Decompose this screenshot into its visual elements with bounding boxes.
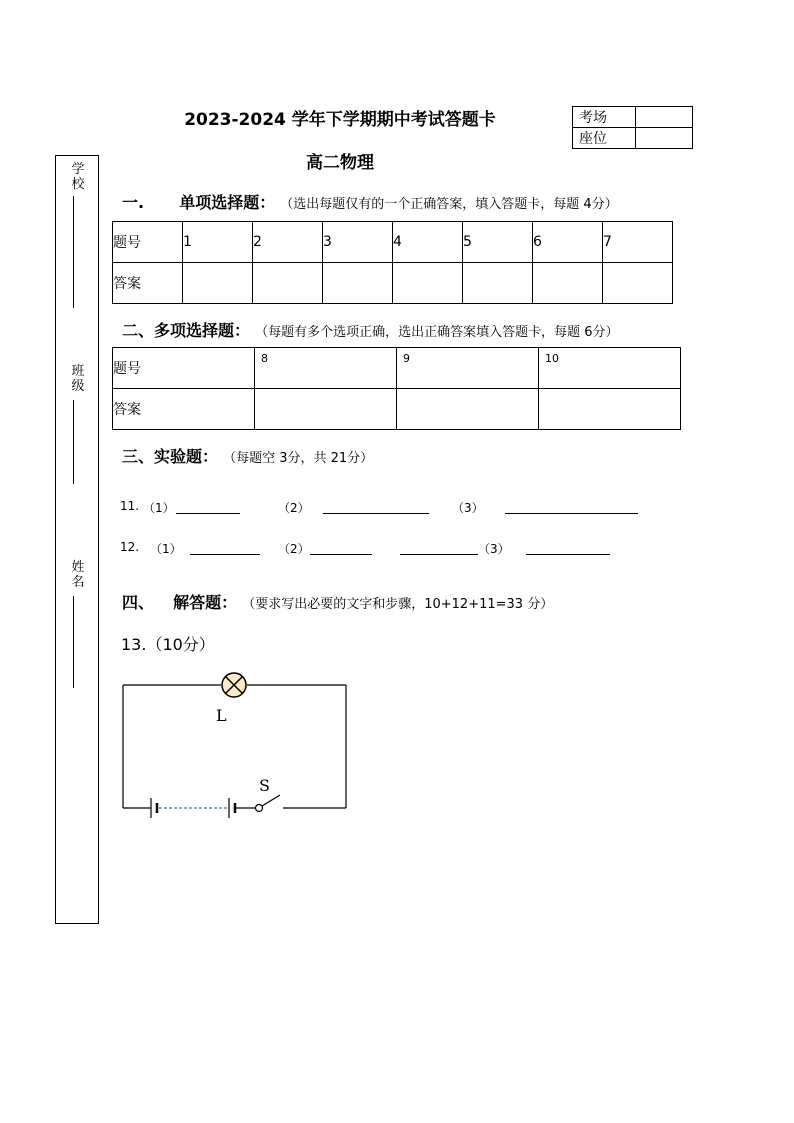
single-choice-answer-7[interactable] xyxy=(603,263,673,304)
single-choice-answer-3[interactable] xyxy=(323,263,393,304)
switch-icon xyxy=(256,795,281,812)
section4-header xyxy=(122,590,553,613)
seat-label: 座位 xyxy=(573,128,636,149)
school-label xyxy=(56,162,100,192)
section1-number: 一. xyxy=(122,193,145,212)
name-label-text: 姓名 xyxy=(71,560,85,590)
single-choice-q2: 2 xyxy=(253,222,323,263)
class-field-line[interactable] xyxy=(73,400,74,484)
switch-label: S xyxy=(259,776,270,795)
q12-part2-blank-a[interactable] xyxy=(310,554,372,555)
class-label-text: 班级 xyxy=(71,364,85,394)
q11-part3-label: （3） xyxy=(452,501,484,515)
school-field-line[interactable] xyxy=(73,196,74,308)
q11-part1-label: （1） xyxy=(143,501,175,515)
q13-label: 13.（10分） xyxy=(121,635,215,654)
page-subtitle: 高二物理 xyxy=(306,153,374,173)
single-choice-q5: 5 xyxy=(463,222,533,263)
multiple-choice-question-label: 题号 xyxy=(113,348,255,389)
page-title: 2023-2024 学年下学期期中考试答题卡 xyxy=(184,110,496,130)
q11-part2-blank[interactable] xyxy=(323,513,429,514)
q11-part2-label: （2） xyxy=(278,501,310,515)
single-choice-q1: 1 xyxy=(183,222,253,263)
exam-room-label: 考场 xyxy=(573,107,636,128)
single-choice-answer-5[interactable] xyxy=(463,263,533,304)
battery-cell-left-icon xyxy=(151,798,157,818)
multiple-choice-answer-9[interactable] xyxy=(397,389,539,430)
multiple-choice-q9: 9 xyxy=(397,348,539,389)
q11-number: 11. xyxy=(120,499,140,513)
section2-header xyxy=(122,318,619,341)
section3-heading: 三、实验题： xyxy=(122,447,219,466)
battery-cell-right-icon xyxy=(229,798,235,818)
section2-note: （每题有多个选项正确，选出正确答案填入答题卡，每题 6分） xyxy=(255,325,619,340)
section2-heading: 二、多项选择题： xyxy=(122,321,251,340)
exam-room-field[interactable] xyxy=(636,107,693,128)
single-choice-q4: 4 xyxy=(393,222,463,263)
single-choice-question-label: 题号 xyxy=(113,222,183,263)
student-info-sidebar xyxy=(55,155,99,924)
single-choice-answer-2[interactable] xyxy=(253,263,323,304)
q11-part1-blank[interactable] xyxy=(176,513,240,514)
q12-part2-label: （2） xyxy=(278,542,310,556)
q12-part1-label: （1） xyxy=(150,542,182,556)
section4-heading: 解答题： xyxy=(173,593,238,612)
exam-info-table xyxy=(572,106,693,149)
q12-part3-label: （3） xyxy=(478,542,510,556)
single-choice-answer-1[interactable] xyxy=(183,263,253,304)
q11-part3-blank[interactable] xyxy=(505,513,638,514)
single-choice-q7: 7 xyxy=(603,222,673,263)
single-choice-answer-label: 答案 xyxy=(113,263,183,304)
circuit-diagram xyxy=(115,668,355,818)
section1-heading: 单项选择题： xyxy=(179,193,276,212)
school-label-text: 学校 xyxy=(71,162,85,192)
class-label xyxy=(56,364,100,394)
section1-header xyxy=(122,190,618,213)
multiple-choice-q8: 8 xyxy=(255,348,397,389)
multiple-choice-answer-label: 答案 xyxy=(113,389,255,430)
q12-part3-blank[interactable] xyxy=(526,554,610,555)
single-choice-answer-6[interactable] xyxy=(533,263,603,304)
single-choice-q3: 3 xyxy=(323,222,393,263)
section3-header xyxy=(122,444,373,467)
multiple-choice-q10: 10 xyxy=(539,348,681,389)
q12-number: 12. xyxy=(120,540,140,554)
section1-note: （选出每题仅有的一个正确答案，填入答题卡，每题 4分） xyxy=(280,197,618,212)
name-label xyxy=(56,560,100,590)
lamp-icon xyxy=(222,673,246,697)
lamp-label: L xyxy=(216,706,227,725)
single-choice-answer-4[interactable] xyxy=(393,263,463,304)
multiple-choice-answer-8[interactable] xyxy=(255,389,397,430)
single-choice-table xyxy=(112,221,673,304)
multiple-choice-answer-10[interactable] xyxy=(539,389,681,430)
seat-field[interactable] xyxy=(636,128,693,149)
section4-number: 四、 xyxy=(122,593,155,612)
section3-note: （每题空 3分，共 21分） xyxy=(223,451,374,466)
q12-part1-blank[interactable] xyxy=(190,554,260,555)
multiple-choice-table xyxy=(112,347,681,430)
name-field-line[interactable] xyxy=(73,596,74,688)
q12-part2-blank-b[interactable] xyxy=(400,554,478,555)
section4-note: （要求写出必要的文字和步骤，10+12+11=33 分） xyxy=(242,597,554,612)
single-choice-q6: 6 xyxy=(533,222,603,263)
